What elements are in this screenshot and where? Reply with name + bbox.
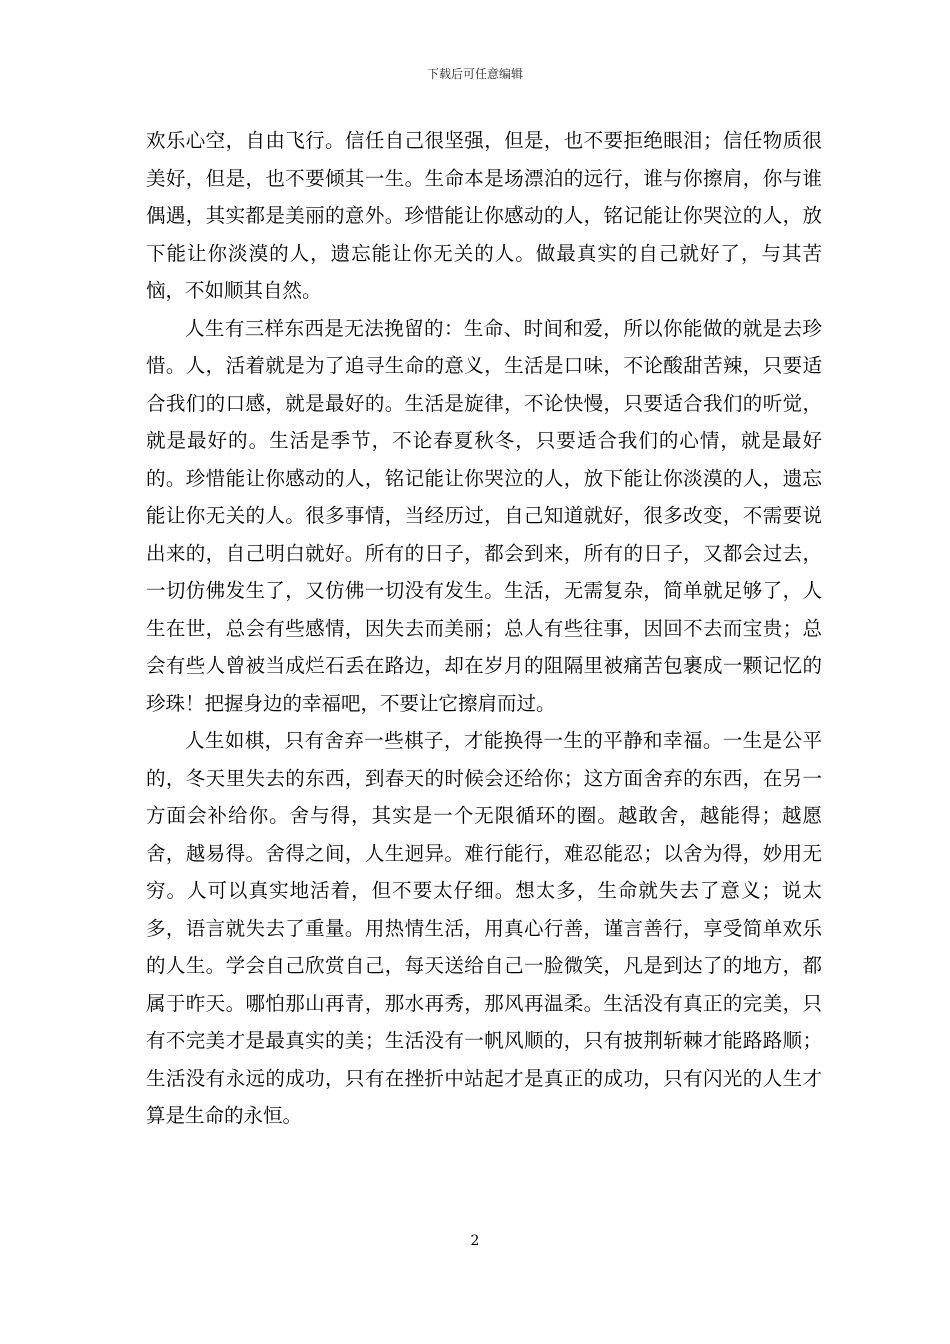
document-body [146, 122, 822, 1135]
page-header: 下载后可任意编辑 [426, 67, 523, 81]
page-number: 2 [470, 1233, 480, 1249]
paragraph: 人生如棋，只有舍弃一些棋子，才能换得一生的平静和幸福。一生是公平的，冬天里失去的东西，到春天的时候会还给你；这方面舍弃的东西，在另一方面会补给你。舍与得，其实是一个无限循环的圈。越敢舍，越能得；越愿舍，越易得。舍得之间，人生迥异。难行能行，难忍能忍；以舍为得，妙用无穷。人可以真实地活着，但不要太仔细。想太多，生命就失去了意义；说太多，语言就失去了重量。用热情生活，用真心行善，谨言善行，享受简单欢乐的人生。学会自己欣赏自己，每天送给自己一脸微笑，凡是到达了的地方，都属于昨天。哪怕那山再青，那水再秀，那风再温柔。生活没有真正的完美，只有不完美才是最真实的美；生活没有一帆风顺的，只有披荆斩棘才能路路顺；生活没有永远的成功，只有在挫折中站起才是真正的成功，只有闪光的人生才算是生命的永恒。 [146, 729, 822, 1127]
paragraph: 人生有三样东西是无法挽留的：生命、时间和爱，所以你能做的就是去珍惜。人，活着就是为了追寻生命的意义，生活是口味，不论酸甜苦辣，只要适合我们的口感，就是最好的。生活是旋律，不论快慢，只要适合我们的听觉，就是最好的。生活是季节，不论春夏秋冬，只要适合我们的心情，就是最好的。珍惜能让你感动的人，铭记能让你哭泣的人，放下能让你淡漠的人，遗忘能让你无关的人。很多事情，当经历过，自己知道就好，很多改变，不需要说出来的，自己明白就好。所有的日子，都会到来，所有的日子，又都会过去，一切仿佛发生了，又仿佛一切没有发生。生活，无需复杂，简单就足够了，人生在世，总会有些感情，因失去而美丽；总人有些往事，因回不去而宝贵；总会有些人曾被当成烂石丢在路边，却在岁月的阻隔里被痛苦包裹成一颗记忆的珍珠！把握身边的幸福吧，不要让它擦肩而过。 [146, 316, 822, 715]
paragraph-continued: 欢乐心空，自由飞行。信任自己很坚强，但是，也不要拒绝眼泪；信任物质很美好，但是，也不要倾其一生。生命本是场漂泊的远行，谁与你擦肩，你与谁偶遇，其实都是美丽的意外。珍惜能让你感动的人，铭记能让你哭泣的人，放下能让你淡漠的人，遗忘能让你无关的人。做最真实的自己就好了，与其苦恼，不如顺其自然。 [146, 129, 822, 302]
